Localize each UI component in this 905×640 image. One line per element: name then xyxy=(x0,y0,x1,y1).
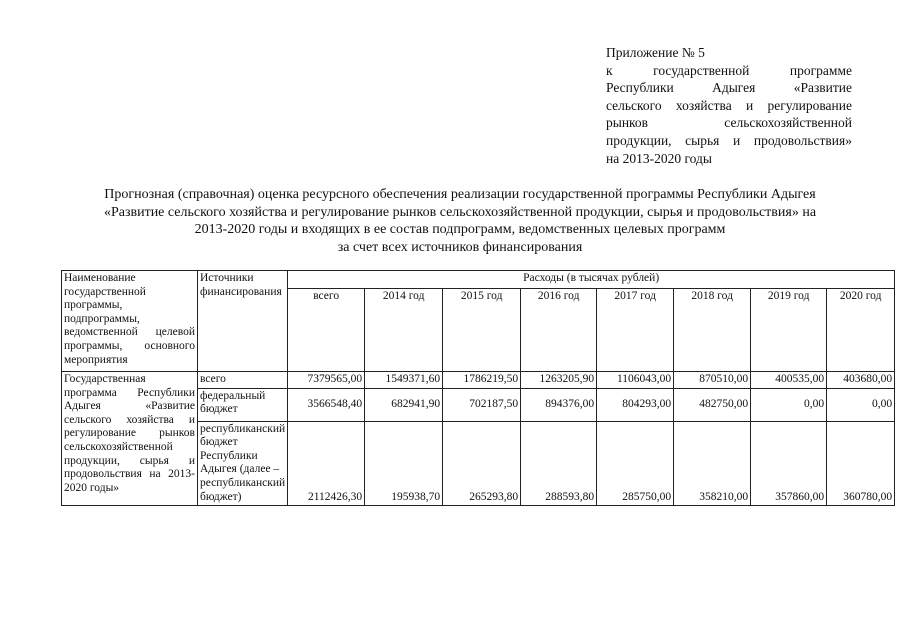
value-cell: 804293,00 xyxy=(597,388,674,421)
title-line: за счет всех источников финансирования xyxy=(337,239,583,255)
value-cell: 403680,00 xyxy=(827,372,895,389)
budget-table xyxy=(61,270,895,506)
value-cell: 265293,80 xyxy=(443,421,521,506)
value-cell: 360780,00 xyxy=(827,421,895,506)
table-row xyxy=(62,372,895,389)
source-cell: республиканский бюджет Республики Адыгея (далее – республиканский бюджет) xyxy=(198,421,288,506)
value-cell: 357860,00 xyxy=(751,421,827,506)
title-line: «Развитие сельского хозяйства и регулирование рынков сельскохозяйственной продукции, сырья и продовольствия» на xyxy=(103,204,817,220)
value-cell: 1786219,50 xyxy=(443,372,521,389)
value-cell: 7379565,00 xyxy=(288,372,365,389)
value-cell: 1549371,60 xyxy=(365,372,443,389)
year-header: 2020 год xyxy=(827,289,895,372)
table-header-row xyxy=(62,271,895,289)
appendix-line: рынков сельскохозяйственной xyxy=(606,115,852,131)
appendix-line: к государственной программе xyxy=(606,62,852,78)
title-line: 2013-2020 годы и входящих в ее состав подпрограмм, ведомственных целевых программ xyxy=(194,222,726,237)
value-cell: 894376,00 xyxy=(521,388,597,421)
value-cell: 288593,80 xyxy=(521,421,597,506)
value-cell: 0,00 xyxy=(751,388,827,421)
value-cell: 2112426,30 xyxy=(288,421,365,506)
appendix-line: Республики Адыгея «Развитие xyxy=(606,80,852,96)
appendix-line: продукции, сырья и продовольствия» xyxy=(606,132,852,148)
value-cell: 1263205,90 xyxy=(521,372,597,389)
value-cell: 482750,00 xyxy=(674,388,751,421)
appendix-header xyxy=(606,44,852,167)
document-title xyxy=(60,186,860,256)
appendix-line: сельского хозяйства и регулирование xyxy=(606,97,852,113)
year-header: 2017 год xyxy=(597,289,674,372)
appendix-line: на 2013-2020 годы xyxy=(606,150,712,166)
year-header: 2018 год xyxy=(674,289,751,372)
year-header: 2019 год xyxy=(751,289,827,372)
year-header: 2016 год xyxy=(521,289,597,372)
expenses-header: Расходы (в тысячах рублей) xyxy=(288,271,895,289)
value-cell: 3566548,40 xyxy=(288,388,365,421)
appendix-line: Приложение № 5 xyxy=(606,45,705,60)
col-source-header: Источники финансирования xyxy=(198,271,288,372)
value-cell: 0,00 xyxy=(827,388,895,421)
source-cell: всего xyxy=(198,372,288,389)
value-cell: 400535,00 xyxy=(751,372,827,389)
value-cell: 870510,00 xyxy=(674,372,751,389)
year-header: всего xyxy=(288,289,365,372)
year-header: 2014 год xyxy=(365,289,443,372)
source-cell: федеральный бюджет xyxy=(198,388,288,421)
col-name-header: Наименование государственной программы, подпрограммы, ведомственной целевой программы, основного мероприятия xyxy=(62,271,198,372)
value-cell: 682941,90 xyxy=(365,388,443,421)
value-cell: 702187,50 xyxy=(443,388,521,421)
value-cell: 195938,70 xyxy=(365,421,443,506)
value-cell: 1106043,00 xyxy=(597,372,674,389)
value-cell: 285750,00 xyxy=(597,421,674,506)
year-header: 2015 год xyxy=(443,289,521,372)
program-name: Государственная программа Республики Адыгея «Развитие сельского хозяйства и регулирование рынков сельскохозяйственной продукции, сырья и продовольствия на 2013-2020 годы» xyxy=(62,372,198,506)
title-line: Прогнозная (справочная) оценка ресурсного обеспечения реализации государственной программы Республики Адыгея xyxy=(104,187,816,202)
value-cell: 358210,00 xyxy=(674,421,751,506)
